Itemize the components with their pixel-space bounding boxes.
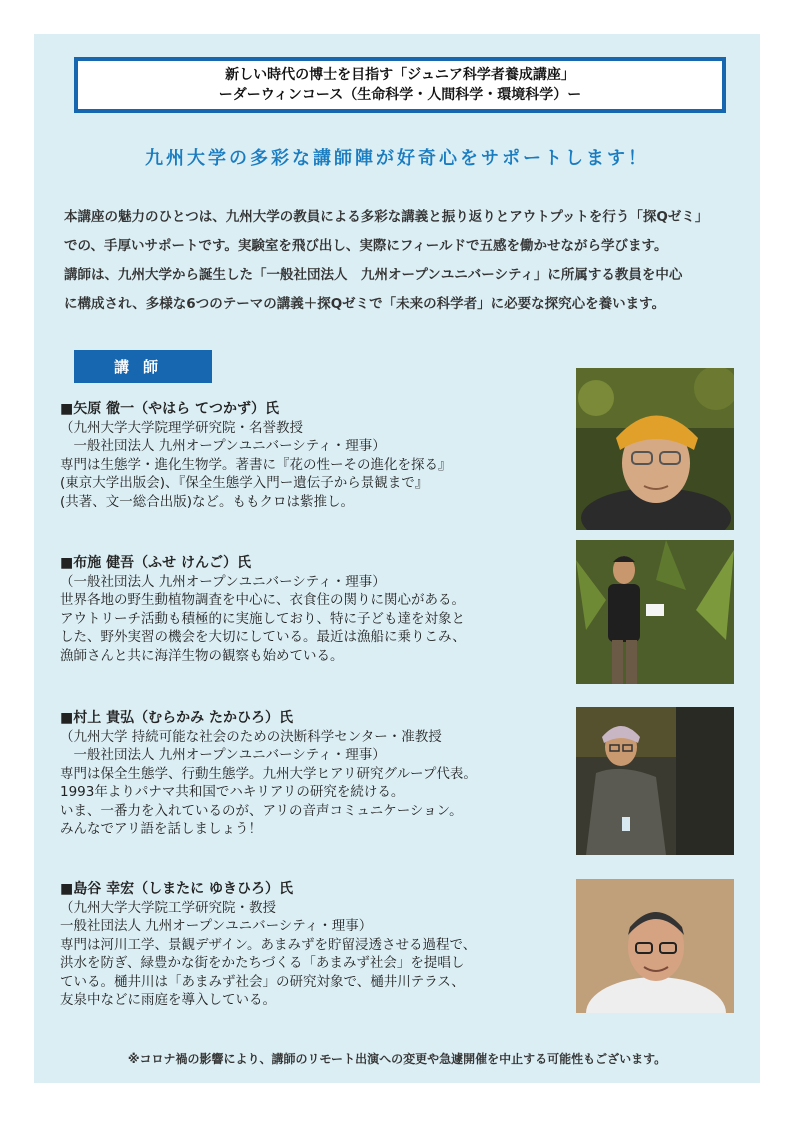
lecturer-detail: （九州大学 持続可能な社会のための決断科学センター・准教授 — [60, 728, 442, 745]
lecturer-detail: みんなでアリ語を話しましょう！ — [60, 821, 262, 837]
lecturer-detail: 専門は保全生態学、行動生態学。九州大学ヒアリ研究グループ代表。 — [60, 765, 477, 782]
lecturer-detail: 一般社団法人 九州オープンユニバーシティ・理事） — [60, 747, 386, 763]
lecturer-detail: ている。樋井川は「あまみず社会」の研究対象で、樋井川テラス、 — [60, 973, 465, 990]
lecturer-detail: （一般社団法人 九州オープンユニバーシティ・理事） — [60, 573, 386, 590]
lecturer-name: ■島谷 幸宏（しまたに ゆきひろ）氏 — [60, 881, 293, 897]
catchphrase: 九州大学の多彩な講師陣が好奇心をサポートします！ — [145, 148, 649, 169]
intro-line: 講師は、九州大学から誕生した「一般社団法人 九州オープンユニバーシティ」に所属する教員を中心 — [64, 267, 683, 283]
lecturer-detail: 友泉中などに雨庭を導入している。 — [60, 992, 276, 1008]
lecturer-photo-yahara — [576, 368, 734, 530]
course-title-line2: ーダーウィンコース（生命科学・人間科学・環境科学）ー — [218, 87, 582, 103]
lecturer-yahara — [60, 400, 565, 511]
lecturer-name: ■矢原 徹一（やはら てつかず）氏 — [60, 401, 279, 417]
lecturer-photo-fuse — [576, 540, 734, 684]
lecturer-name: ■布施 健吾（ふせ けんご）氏 — [60, 555, 251, 571]
lecturer-detail: した、野外実習の機会を大切にしている。最近は漁船に乗りこみ、 — [60, 629, 466, 645]
intro-line: での、手厚いサポートです。実験室を飛び出し、実際にフィールドで五感を働かせながら学びます。 — [64, 238, 668, 254]
lecturer-detail: 1993年よりパナマ共和国でハキリアリの研究を続ける。 — [60, 784, 405, 800]
lecturer-detail: （九州大学大学院理学研究院・名誉教授 — [60, 419, 303, 436]
lecturer-detail: (東京大学出版会)、『保全生態学入門ー遺伝子から景観まで』 — [60, 475, 429, 491]
lecturer-detail: 一般社団法人 九州オープンユニバーシティ・理事） — [60, 438, 386, 454]
lecturer-detail: アウトリーチ活動も積極的に実施しており、特に子ども達を対象と — [60, 610, 465, 627]
lecturer-detail: 専門は河川工学、景観デザイン。あまみずを貯留浸透させる過程で、 — [60, 936, 477, 953]
course-title-box — [74, 57, 726, 113]
lecturer-detail: 一般社団法人 九州オープンユニバーシティ・理事） — [60, 918, 373, 934]
lecturer-detail: 世界各地の野生動植物調査を中心に、衣食住の関りに関心がある。 — [60, 592, 465, 608]
lecturer-section-label: 講師 — [74, 350, 212, 383]
lecturer-detail: 専門は生態学・進化生物学。著書に『花の性ーその進化を探る』 — [60, 456, 452, 473]
intro-line: 本講座の魅力のひとつは、九州大学の教員による多彩な講義と振り返りとアウトプットを行う「探Qゼミ」 — [64, 209, 709, 225]
lecturer-name: ■村上 貴弘（むらかみ たかひろ）氏 — [60, 710, 293, 726]
lecturer-photo-shimatani — [576, 879, 734, 1013]
covid-notice: ※コロナ禍の影響により、講師のリモート出演への変更や急遽開催を中止する可能性もございます。 — [127, 1052, 667, 1066]
lecturer-murakami — [60, 709, 565, 839]
intro-line: に構成され、多様な6つのテーマの講義＋探Qゼミで「未来の科学者」に必要な探究心を養います。 — [64, 296, 666, 312]
intro-paragraph — [64, 203, 744, 319]
lecturer-detail: （九州大学大学院工学研究院・教授 — [60, 899, 276, 916]
lecturer-photo-murakami — [576, 707, 734, 855]
lecturer-shimatani — [60, 880, 565, 1010]
lecturer-detail: 漁師さんと共に海洋生物の観察も始めている。 — [60, 647, 344, 664]
lecturer-detail: (共著、文一総合出版)など。ももクロは紫推し。 — [60, 493, 355, 510]
lecturer-detail: 洪水を防ぎ、緑豊かな街をかたちづくる「あまみず社会」を提唱し — [60, 955, 465, 971]
course-title-line1: 新しい時代の博士を目指す「ジュニア科学者養成講座」 — [225, 67, 575, 83]
lecturer-detail: いま、一番力を入れているのが、アリの音声コミュニケーション。 — [60, 802, 463, 819]
lecturer-fuse — [60, 554, 565, 665]
